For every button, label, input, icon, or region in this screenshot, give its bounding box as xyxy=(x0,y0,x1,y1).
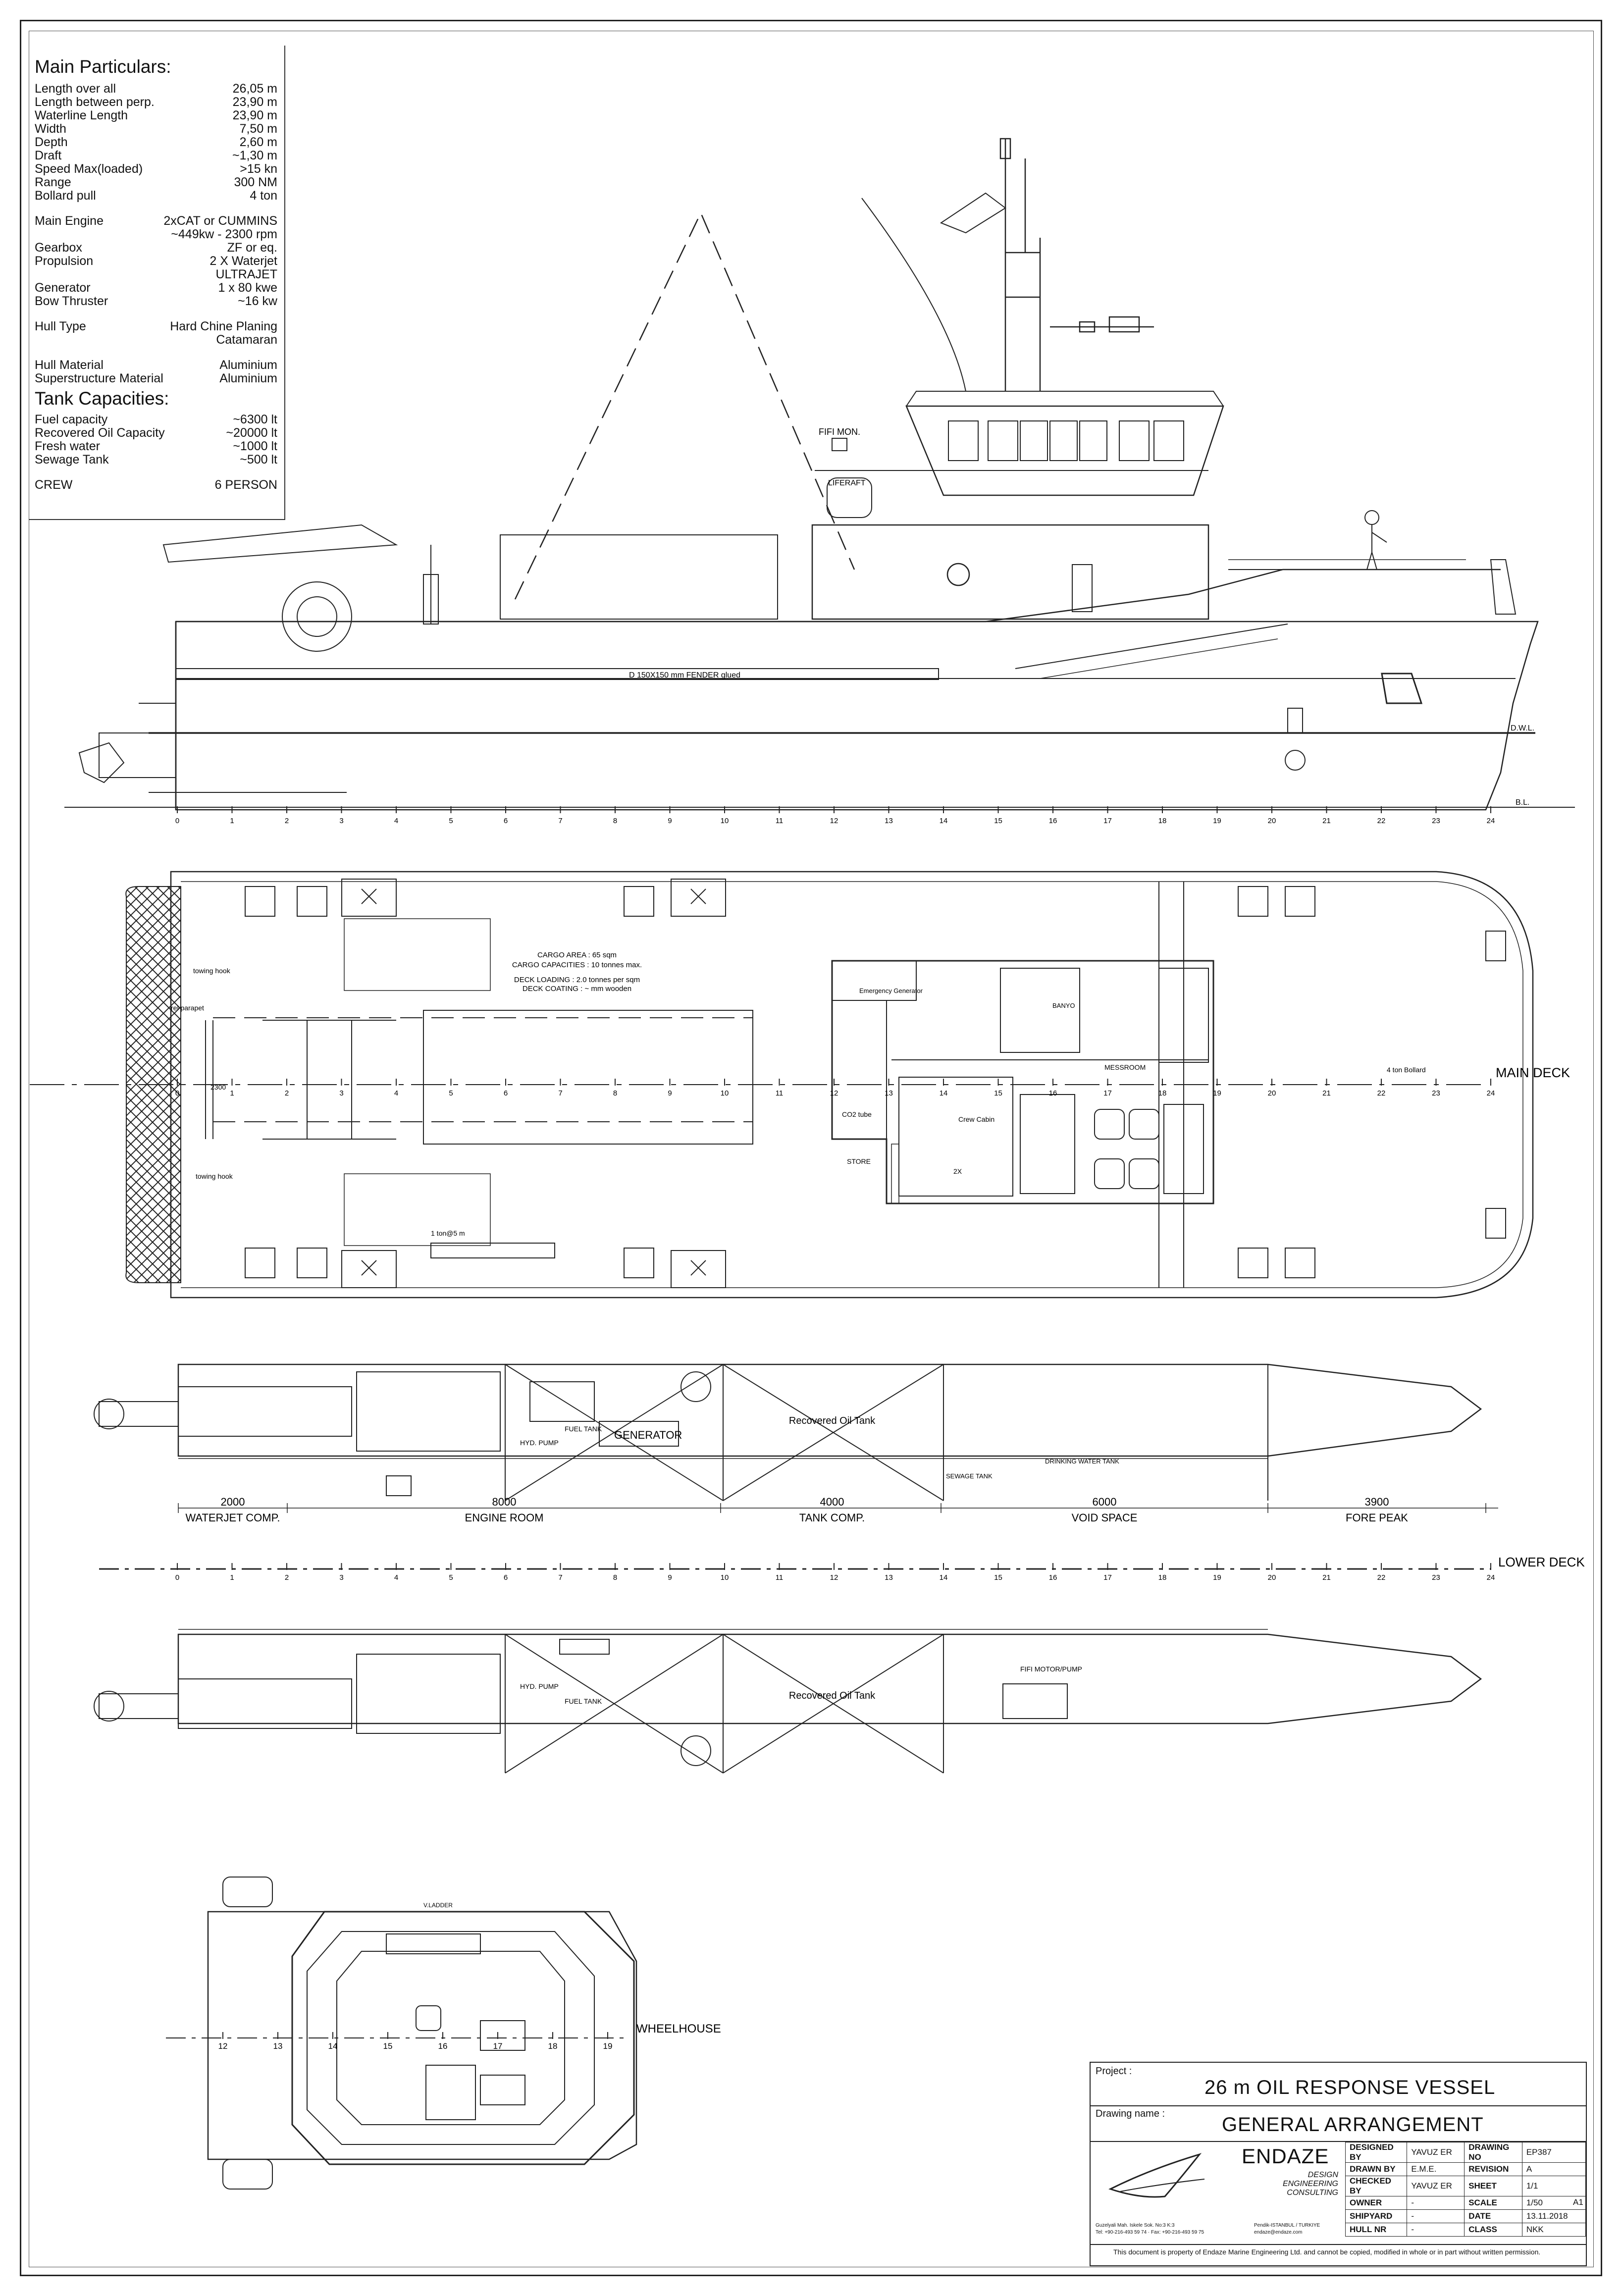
title-block-cell: OWNER xyxy=(1346,2196,1407,2210)
fender-label: D 150X150 mm FENDER glued xyxy=(629,671,740,679)
tank-row: Fuel capacity ~6300 lt xyxy=(35,413,277,426)
wc xyxy=(1000,968,1080,1052)
particular-row: Bollard pull 4 ton xyxy=(35,189,277,203)
wheelhouse-windows xyxy=(948,421,1184,461)
wheelhouse-title: WHEELHOUSE xyxy=(636,2022,721,2035)
frame-number: 9 xyxy=(668,1089,672,1097)
frame-number: 20 xyxy=(1267,1573,1276,1582)
bollards xyxy=(245,887,1315,1278)
title-block-cell: EP387 xyxy=(1522,2142,1585,2163)
particular-row: Draft ~1,30 m xyxy=(35,149,277,162)
hyd-pump-label-2: HYD. PUMP xyxy=(520,1682,559,1690)
crane-label: 1 ton@5 m xyxy=(431,1229,465,1237)
towing-hook-label: towing hook xyxy=(193,967,230,975)
profile-view xyxy=(64,139,1575,810)
frame-number: 14 xyxy=(939,1089,948,1097)
title-block-cell: HULL NR xyxy=(1346,2223,1407,2237)
title-block-cell: YAVUZ ER xyxy=(1407,2142,1465,2163)
fifi-monitor xyxy=(832,438,847,451)
frame-number: 18 xyxy=(1158,817,1167,825)
messroom-label: MESSROOM xyxy=(1104,1063,1146,1071)
frame-number: 0 xyxy=(175,1089,180,1097)
frame-number: 19 xyxy=(1213,1089,1221,1097)
frame-number: 5 xyxy=(449,1573,453,1582)
lower-hull-outline-2 xyxy=(178,1634,1481,1723)
mast xyxy=(862,139,1154,391)
fuel-tank-label: FUEL TANK xyxy=(565,1425,602,1433)
title-block-cell: SHIPYARD xyxy=(1346,2210,1407,2223)
frame-number: 13 xyxy=(885,817,893,825)
title-block-cell: A xyxy=(1522,2163,1585,2176)
company-sub3: CONSULTING xyxy=(1287,2189,1338,2197)
particular-row: Length between perp. 23,90 m xyxy=(35,95,277,109)
frame-number: 0 xyxy=(175,1573,180,1582)
frame-number: 15 xyxy=(994,817,1002,825)
cargo-capacity-note: CARGO CAPACITIES : 10 tonnes max. xyxy=(512,961,642,969)
lower-deck-title: LOWER DECK xyxy=(1498,1555,1585,1569)
store-label: STORE xyxy=(847,1157,871,1165)
frame-number: 1 xyxy=(230,1089,234,1097)
tank-row: Fresh water ~1000 lt xyxy=(35,439,277,453)
fifi-mon-label: FIFI MON. xyxy=(819,427,860,437)
particulars-title: Main Particulars: xyxy=(35,56,171,77)
particular-row: Range 300 NM xyxy=(35,175,277,189)
hyd-pump-label: HYD. PUMP xyxy=(520,1439,559,1447)
frame-number: 16 xyxy=(438,2041,448,2051)
frame-number: 9 xyxy=(668,817,672,825)
cargo-area-note: CARGO AREA : 65 sqm xyxy=(537,951,617,959)
frame-number: 14 xyxy=(328,2041,338,2051)
title-block-cell: - xyxy=(1407,2210,1465,2223)
email: endaze@endaze.com xyxy=(1254,2230,1303,2235)
bunk-label: 2X xyxy=(953,1167,962,1175)
address: Guzelyali Mah. Iskele Sok. No:3 K:3 xyxy=(1096,2223,1175,2228)
aft-crane xyxy=(163,525,778,651)
title-block-cell: 13.11.2018 xyxy=(1522,2210,1585,2223)
frame-number: 7 xyxy=(558,1089,563,1097)
frame-number: 3 xyxy=(339,817,344,825)
sewage-tank-label: SEWAGE TANK xyxy=(946,1472,993,1480)
frame-number: 13 xyxy=(273,2041,283,2051)
frame-number: 2 xyxy=(284,817,289,825)
wc-label: BANYO xyxy=(1052,1002,1075,1009)
title-block-row xyxy=(1346,2163,1586,2176)
title-block-cell: 1/50 xyxy=(1522,2196,1585,2210)
frame-number: 21 xyxy=(1322,1573,1331,1582)
frame-number: 4 xyxy=(394,1573,399,1582)
recovered-oil-label-2: Recovered Oil Tank xyxy=(788,1690,876,1701)
frame-number: 19 xyxy=(1213,817,1221,825)
frame-number: 14 xyxy=(939,1573,948,1582)
title-block xyxy=(1090,2062,1587,2266)
liferaft-label: LIFERAFT xyxy=(828,479,866,487)
bow-details xyxy=(1285,560,1516,770)
frame-number: 11 xyxy=(775,1089,784,1097)
frame-number: 21 xyxy=(1322,1089,1331,1097)
frame-number: 16 xyxy=(1048,1573,1057,1582)
lower-hull-outline-1 xyxy=(178,1364,1481,1456)
compartment-dimension: 8000 xyxy=(492,1496,517,1508)
title-block-cell: SHEET xyxy=(1465,2176,1522,2196)
title-block-cell: E.M.E. xyxy=(1407,2163,1465,2176)
frame-number: 7 xyxy=(558,817,563,825)
title-block-row xyxy=(1346,2210,1586,2223)
wheelhouse-plan xyxy=(208,1877,636,2189)
frame-ruler-main-deck xyxy=(175,1079,1495,1097)
main-deck-title: MAIN DECK xyxy=(1496,1065,1570,1080)
frame-number: 2 xyxy=(284,1089,289,1097)
compartment-dimension: 2000 xyxy=(220,1496,245,1508)
machinery-row: Propulsion 2 X Waterjet xyxy=(35,254,277,268)
frame-number: 15 xyxy=(994,1089,1002,1097)
title-block-cell: 1/1 xyxy=(1522,2176,1585,2196)
material-row: Hull Material Aluminium xyxy=(35,358,277,372)
frame-number: 22 xyxy=(1377,817,1386,825)
stair xyxy=(1020,1095,1075,1194)
frame-number: 1 xyxy=(230,1573,234,1582)
machinery-row: Bow Thruster ~16 kw xyxy=(35,294,277,308)
compartment-labels xyxy=(185,1496,1408,1524)
paper-size: A1 xyxy=(1573,2197,1583,2207)
project-label: Project : xyxy=(1096,2066,1132,2077)
compartment-dimension: 3900 xyxy=(1364,1496,1389,1508)
lower-deck-plan-lower xyxy=(94,1629,1481,1773)
frame-number: 10 xyxy=(720,817,729,825)
drawing-name: GENERAL ARRANGEMENT xyxy=(1222,2114,1484,2136)
towing-hook-label-2: towing hook xyxy=(196,1172,233,1180)
title-block-cell: - xyxy=(1407,2196,1465,2210)
fender xyxy=(176,669,939,679)
mess-seats xyxy=(1095,1104,1203,1194)
engine-room-machinery xyxy=(94,1372,594,1496)
compartment-name: WATERJET COMP. xyxy=(185,1512,280,1524)
machinery-row: Generator 1 x 80 kwe xyxy=(35,281,277,295)
parapet-label: rel parapet xyxy=(171,1004,204,1012)
recovered-oil-label: Recovered Oil Tank xyxy=(788,1415,876,1426)
frame-number: 17 xyxy=(1103,1573,1112,1582)
title-block-cell: DESIGNED BY xyxy=(1346,2142,1407,2163)
frame-number: 22 xyxy=(1377,1089,1386,1097)
frame-number: 17 xyxy=(493,2041,503,2051)
co2-label: CO2 tube xyxy=(842,1110,872,1118)
hull-type-row: Hull Type Hard Chine Planing xyxy=(35,319,277,333)
project-name: 26 m OIL RESPONSE VESSEL xyxy=(1204,2077,1496,2098)
compartment-dimension: 6000 xyxy=(1092,1496,1117,1508)
frame-number: 8 xyxy=(613,817,618,825)
frame-number: 12 xyxy=(830,817,838,825)
frame-ruler-lower-deck xyxy=(175,1563,1495,1582)
crew-cabin-label: Crew Cabin xyxy=(958,1115,995,1123)
bollard-label: 4 ton Bollard xyxy=(1387,1066,1426,1074)
compartment-name: TANK COMP. xyxy=(799,1512,865,1524)
frame-number: 16 xyxy=(1048,817,1057,825)
tank-title: Tank Capacities: xyxy=(35,388,169,409)
deck-hatches xyxy=(342,879,726,1288)
frame-number: 24 xyxy=(1486,817,1495,825)
machinery-row: Gearbox ZF or eq. xyxy=(35,241,277,255)
particular-row: Length over all 26,05 m xyxy=(35,82,277,96)
frame-number: 8 xyxy=(613,1573,618,1582)
frame-ruler-wheelhouse xyxy=(218,2032,613,2051)
frame-number: 13 xyxy=(885,1089,893,1097)
hull-type-sub: Catamaran xyxy=(216,333,277,347)
title-block-row xyxy=(1346,2196,1586,2210)
frame-number: 5 xyxy=(449,1089,453,1097)
emergency-generator-room xyxy=(832,961,916,1000)
frame-number: 4 xyxy=(394,817,399,825)
frame-number: 2 xyxy=(284,1573,289,1582)
frame-number: 21 xyxy=(1322,817,1331,825)
dwl-label: D.W.L. xyxy=(1511,724,1535,732)
frame-number: 13 xyxy=(885,1573,893,1582)
beam-label: 2300 xyxy=(210,1083,226,1091)
company-logo xyxy=(1105,2149,1224,2204)
frame-number: 6 xyxy=(503,1089,508,1097)
frame-number: 17 xyxy=(1103,817,1112,825)
material-row: Superstructure Material Aluminium xyxy=(35,371,277,385)
particular-row: Waterline Length 23,90 m xyxy=(35,108,277,122)
frame-number: 3 xyxy=(339,1573,344,1582)
frame-number: 0 xyxy=(175,817,180,825)
frame-number: 18 xyxy=(1158,1573,1167,1582)
title-block-cell: CHECKED BY xyxy=(1346,2176,1407,2196)
frame-number: 14 xyxy=(939,817,948,825)
particular-row: Depth 2,60 m xyxy=(35,135,277,149)
deck-loading-note: DECK LOADING : 2.0 tonnes per sqm xyxy=(514,976,640,984)
frame-number: 16 xyxy=(1048,1089,1057,1097)
superstructure xyxy=(812,525,1208,619)
frame-number: 7 xyxy=(558,1573,563,1582)
frame-number: 9 xyxy=(668,1573,672,1582)
hull-outline xyxy=(176,622,1538,810)
title-block-table xyxy=(1345,2142,1586,2237)
cargo-container xyxy=(423,1010,753,1144)
frame-number: 3 xyxy=(339,1089,344,1097)
tank-row: Recovered Oil Capacity ~20000 lt xyxy=(35,426,277,440)
phone: Tel: +90-216-493 59 74 · Fax: +90-216-493 59 75 xyxy=(1096,2230,1204,2235)
fuel-tank-label-2: FUEL TANK xyxy=(565,1697,602,1705)
frame-number: 12 xyxy=(830,1089,838,1097)
machinery-row: Main Engine 2xCAT or CUMMINS xyxy=(35,214,277,228)
compartment-name: ENGINE ROOM xyxy=(465,1512,544,1524)
title-block-row xyxy=(1346,2142,1586,2163)
cargo-notes xyxy=(512,951,642,993)
ladder-label: V.LADDER xyxy=(423,1902,453,1909)
company-sub2: ENGINEERING xyxy=(1282,2180,1338,2188)
generator-label: GENERATOR xyxy=(614,1429,682,1441)
frame-ruler-profile xyxy=(175,806,1495,825)
frame-number: 17 xyxy=(1103,1089,1112,1097)
person-figure xyxy=(1365,511,1387,570)
crew-row: CREW 6 PERSON xyxy=(35,478,277,492)
frame-number: 1 xyxy=(230,817,234,825)
wheelhouse-profile xyxy=(906,406,1223,495)
frame-number: 10 xyxy=(720,1089,729,1097)
title-block-cell: - xyxy=(1407,2223,1465,2237)
frame-number: 23 xyxy=(1432,817,1440,825)
deck-coating-note: DECK COATING : ~ mm wooden xyxy=(522,985,632,993)
door xyxy=(1072,565,1092,612)
frame-number: 23 xyxy=(1432,1089,1440,1097)
frame-number: 6 xyxy=(503,817,508,825)
stern-waterjet xyxy=(79,703,347,792)
compartment-dimension: 4000 xyxy=(820,1496,844,1508)
particular-row: Speed Max(loaded) >15 kn xyxy=(35,162,277,176)
particular-row: Width 7,50 m xyxy=(35,122,277,136)
frame-number: 24 xyxy=(1486,1573,1495,1582)
title-block-cell: NKK xyxy=(1522,2223,1585,2237)
frame-number: 19 xyxy=(1213,1573,1221,1582)
frame-number: 18 xyxy=(1158,1089,1167,1097)
main-deck-plan xyxy=(30,872,1533,1298)
frame-number: 22 xyxy=(1377,1573,1386,1582)
title-block-row xyxy=(1346,2223,1586,2237)
frame-number: 15 xyxy=(994,1573,1002,1582)
engine-room-machinery-2 xyxy=(94,1639,1067,1733)
frame-number: 18 xyxy=(548,2041,558,2051)
frame-number: 12 xyxy=(830,1573,838,1582)
disclaimer: This document is property of Endaze Marine Engineering Ltd. and cannot be copied, modified in whole or in part without written permission. xyxy=(1113,2248,1541,2256)
title-block-cell: REVISION xyxy=(1465,2163,1522,2176)
frame-number: 5 xyxy=(449,817,453,825)
frame-number: 8 xyxy=(613,1089,618,1097)
frame-number: 4 xyxy=(394,1089,399,1097)
frame-number: 10 xyxy=(720,1573,729,1582)
title-block-cell: CLASS xyxy=(1465,2223,1522,2237)
machinery-row-sub: ~449kw - 2300 rpm xyxy=(171,227,277,241)
frame-number: 6 xyxy=(503,1573,508,1582)
bl-label: B.L. xyxy=(1516,798,1530,807)
frame-number: 23 xyxy=(1432,1573,1440,1582)
tank-row: Sewage Tank ~500 lt xyxy=(35,453,277,467)
frame-number: 19 xyxy=(603,2041,613,2051)
company-name: ENDAZE xyxy=(1242,2144,1329,2168)
fifi-pump-label: FIFI MOTOR/PUMP xyxy=(1020,1665,1082,1673)
title-block-cell: SCALE xyxy=(1465,2196,1522,2210)
crane-envelope xyxy=(515,213,854,599)
company-sub1: DESIGN xyxy=(1308,2171,1338,2179)
frame-number: 11 xyxy=(775,817,784,825)
wheelhouse-outline xyxy=(208,1912,636,2159)
frame-number: 12 xyxy=(218,2041,228,2051)
compartment-name: VOID SPACE xyxy=(1071,1512,1138,1524)
compartment-name: FORE PEAK xyxy=(1346,1512,1408,1524)
drawing-label: Drawing name : xyxy=(1096,2108,1165,2119)
title-block-row xyxy=(1346,2176,1586,2196)
city: Pendik-ISTANBUL / TURKIYE xyxy=(1254,2223,1320,2228)
frame-number: 24 xyxy=(1486,1089,1495,1097)
lower-deck-plan-upper xyxy=(94,1364,1498,1508)
emergency-generator-label: Emergency Generator xyxy=(859,987,923,994)
title-block-cell: DATE xyxy=(1465,2210,1522,2223)
frame-number: 20 xyxy=(1267,817,1276,825)
frame-number: 15 xyxy=(383,2041,393,2051)
title-block-cell: DRAWN BY xyxy=(1346,2163,1407,2176)
frame-number: 11 xyxy=(775,1573,784,1582)
title-block-cell: YAVUZ ER xyxy=(1407,2176,1465,2196)
machinery-row-sub: ULTRAJET xyxy=(215,267,277,281)
title-block-cell: DRAWING NO xyxy=(1465,2142,1522,2163)
porthole xyxy=(947,564,969,585)
drinking-water-label: DRINKING WATER TANK xyxy=(1045,1458,1119,1465)
frame-number: 20 xyxy=(1267,1089,1276,1097)
